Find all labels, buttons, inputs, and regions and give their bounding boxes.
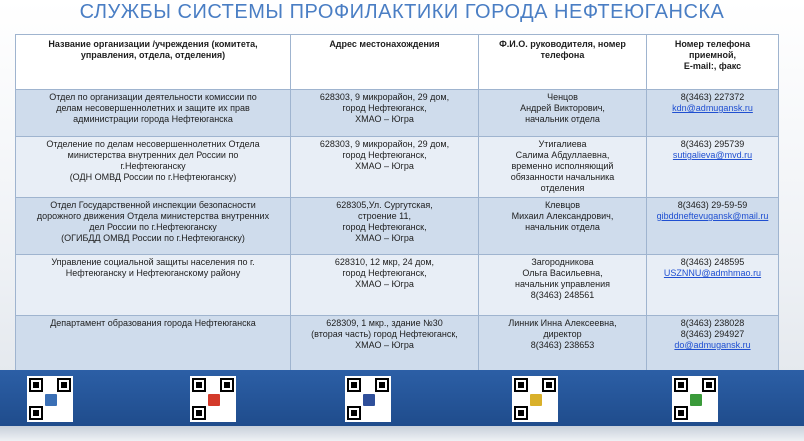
phone-number: 8(3463) 238028 xyxy=(680,318,745,328)
qr-finder xyxy=(29,406,43,420)
header-text: Ф.И.О. руководителя, номер xyxy=(499,39,626,49)
cell-organization xyxy=(16,198,291,255)
qr-finder xyxy=(542,378,556,392)
cell-text: 628309, 1 мкр., здание №30 xyxy=(326,318,443,328)
cell-head xyxy=(479,90,647,137)
email-link[interactable]: kdn@admugansk.ru xyxy=(672,103,753,113)
cell-text: город Нефтеюганск, xyxy=(342,103,427,113)
cell-text: Ольга Васильевна, xyxy=(522,268,603,278)
cell-text: Салима Абдуллаевна, xyxy=(515,150,610,160)
cell-text: город Нефтеюганск, xyxy=(342,222,427,232)
cell-contacts xyxy=(647,90,779,137)
cell-text: (ОДН ОМВД России по г.Нефтеюганску) xyxy=(69,172,237,182)
header-text: телефона xyxy=(540,50,585,60)
cell-address xyxy=(291,255,479,316)
qr-finder xyxy=(220,378,234,392)
cell-text: отделения xyxy=(540,183,585,193)
table-row xyxy=(16,137,779,198)
services-table xyxy=(15,34,779,373)
header-text: E-mail:, факс xyxy=(683,61,742,71)
cell-text: 628303, 9 микрорайон, 29 дом, xyxy=(319,92,450,102)
cell-text: Утигалиева xyxy=(538,139,587,149)
header-text: Название организации /учреждения (комитета, xyxy=(48,39,258,49)
cell-text: (вторая часть) город Нефтеюганск, xyxy=(311,329,458,339)
header-organization xyxy=(16,35,291,90)
cell-text: обязанности начальника xyxy=(510,172,615,182)
cell-contacts xyxy=(647,198,779,255)
cell-text: Отдел по организации деятельности комиссии по xyxy=(49,92,257,102)
cell-text: Загородникова xyxy=(531,257,594,267)
cell-address xyxy=(291,198,479,255)
cell-organization xyxy=(16,90,291,137)
header-text: приемной, xyxy=(689,50,736,60)
cell-organization xyxy=(16,255,291,316)
qr-finder xyxy=(514,378,528,392)
cell-text: строение 11, xyxy=(358,211,411,221)
cell-text: город Нефтеюганск, xyxy=(342,150,427,160)
cell-text: делам несовершеннолетних и защите их прав xyxy=(56,103,250,113)
qr-logo-icon xyxy=(207,393,221,407)
cell-head xyxy=(479,137,647,198)
qr-finder xyxy=(702,378,716,392)
qr-logo-icon xyxy=(529,393,543,407)
email-link[interactable]: USZNNU@admhmao.ru xyxy=(663,268,762,278)
cell-text: Отделение по делам несовершеннолетних Отдела xyxy=(46,139,260,149)
cell-text: 8(3463) 238653 xyxy=(530,340,595,350)
page-title: СЛУЖБЫ СИСТЕМЫ ПРОФИЛАКТИКИ ГОРОДА НЕФТЕЮГАНСКА xyxy=(79,1,725,23)
cell-address xyxy=(291,90,479,137)
qr-logo-icon xyxy=(44,393,58,407)
cell-text: начальник отдела xyxy=(525,114,600,124)
table-row xyxy=(16,316,779,373)
qr-finder xyxy=(347,406,361,420)
header-head xyxy=(479,35,647,90)
table-row xyxy=(16,255,779,316)
phone-number: 8(3463) 227372 xyxy=(680,92,745,102)
cell-contacts xyxy=(647,255,779,316)
cell-text: Управление социальной защиты населения по г. xyxy=(51,257,255,267)
cell-text: дел России по г.Нефтеюганску xyxy=(89,222,217,232)
services-table-container xyxy=(15,34,778,366)
header-text: управления, отдела, отделения) xyxy=(80,50,226,60)
cell-text: администрации города Нефтеюганска xyxy=(73,114,233,124)
header-text: Номер телефона xyxy=(674,39,751,49)
phone-number: 8(3463) 248595 xyxy=(680,257,745,267)
cell-text: ХМАО – Югра xyxy=(355,233,414,243)
cell-text: Андрей Викторович, xyxy=(520,103,605,113)
cell-contacts xyxy=(647,137,779,198)
cell-text: начальник отдела xyxy=(525,222,600,232)
cell-text: Линник Инна Алексеевна, xyxy=(508,318,617,328)
bottom-shadow xyxy=(0,426,804,441)
cell-text: министерства внутренних дел России по xyxy=(67,150,239,160)
phone-number: 8(3463) 29-59-59 xyxy=(677,200,748,210)
cell-text: ХМАО – Югра xyxy=(355,161,414,171)
table-row xyxy=(16,90,779,137)
cell-text: ХМАО – Югра xyxy=(355,340,414,350)
cell-text: Клевцов xyxy=(544,200,581,210)
cell-head xyxy=(479,316,647,373)
cell-text: Михаил Александрович, xyxy=(511,211,614,221)
qr-finder xyxy=(192,406,206,420)
qr-finder xyxy=(347,378,361,392)
cell-text: город Нефтеюганск, xyxy=(342,268,427,278)
qr-finder xyxy=(192,378,206,392)
qr-code-icon[interactable] xyxy=(27,376,73,422)
phone-number: 8(3463) 294927 xyxy=(680,329,745,339)
qr-code-icon[interactable] xyxy=(345,376,391,422)
qr-finder xyxy=(57,378,71,392)
cell-text: 628305,Ул. Сургутская, xyxy=(336,200,433,210)
phone-number: 8(3463) 295739 xyxy=(680,139,745,149)
cell-contacts xyxy=(647,316,779,373)
cell-text: Ченцов xyxy=(547,92,578,102)
qr-finder xyxy=(514,406,528,420)
email-link[interactable]: gibddneftevugansk@mail.ru xyxy=(656,211,769,221)
qr-code-icon[interactable] xyxy=(672,376,718,422)
cell-text: Отдел Государственной инспекции безопасности xyxy=(50,200,256,210)
header-contacts xyxy=(647,35,779,90)
qr-finder xyxy=(674,378,688,392)
cell-text: временно исполняющий xyxy=(511,161,614,171)
cell-head xyxy=(479,255,647,316)
cell-organization xyxy=(16,316,291,373)
cell-text: Департамент образования города Нефтеюганска xyxy=(50,318,256,328)
email-link[interactable]: sutigalieva@mvd.ru xyxy=(672,150,753,160)
qr-finder xyxy=(674,406,688,420)
cell-text: (ОГИБДД ОМВД России по г.Нефтеюганску) xyxy=(61,233,245,243)
qr-finder xyxy=(29,378,43,392)
email-link[interactable]: do@admugansk.ru xyxy=(674,340,751,350)
qr-finder xyxy=(375,378,389,392)
cell-address xyxy=(291,316,479,373)
cell-text: ХМАО – Югра xyxy=(355,279,414,289)
table-header-row xyxy=(16,35,779,90)
cell-organization xyxy=(16,137,291,198)
cell-text: 628303, 9 микрорайон, 29 дом, xyxy=(319,139,450,149)
table-row xyxy=(16,198,779,255)
cell-text: директор xyxy=(543,329,582,339)
cell-text: Нефтеюганску и Нефтеюганскому району xyxy=(65,268,241,278)
cell-text: ХМАО – Югра xyxy=(355,114,414,124)
cell-text: начальник управления xyxy=(515,279,610,289)
qr-code-icon[interactable] xyxy=(512,376,558,422)
qr-logo-icon xyxy=(689,393,703,407)
qr-logo-icon xyxy=(362,393,376,407)
cell-text: г.Нефтеюганску xyxy=(120,161,186,171)
header-address xyxy=(291,35,479,90)
cell-text: 628310, 12 мкр, 24 дом, xyxy=(334,257,435,267)
header-text: Адрес местонахождения xyxy=(329,39,440,49)
cell-head xyxy=(479,198,647,255)
cell-address xyxy=(291,137,479,198)
cell-text: 8(3463) 248561 xyxy=(530,290,595,300)
cell-text: дорожного движения Отдела министерства внутренних xyxy=(36,211,270,221)
qr-code-icon[interactable] xyxy=(190,376,236,422)
